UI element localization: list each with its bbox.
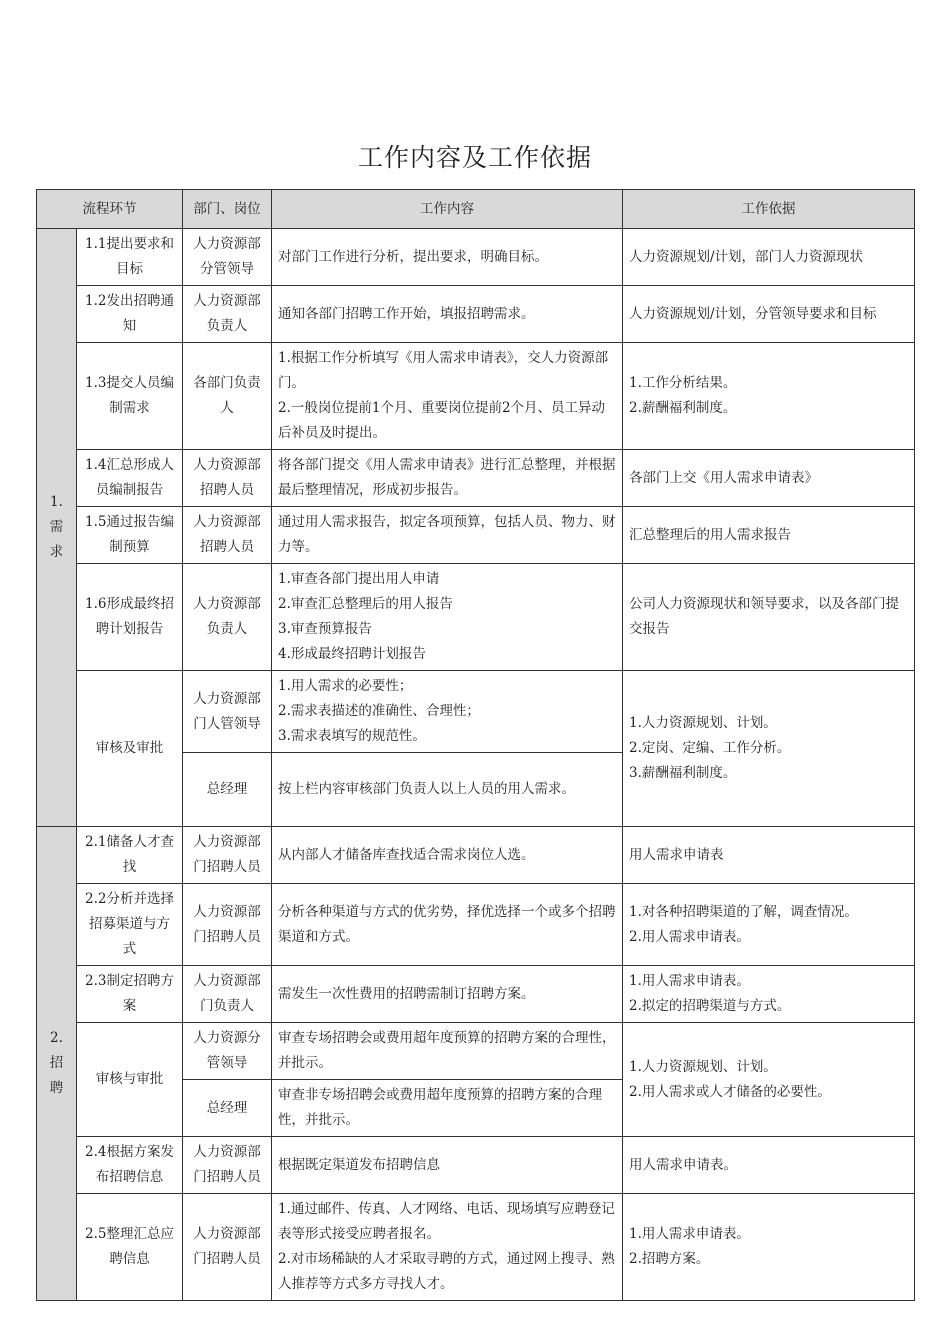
- basis-line: 1.用人需求申请表。: [629, 1226, 750, 1242]
- content-cell: [272, 564, 623, 671]
- step-cell: 审核与审批: [77, 1023, 183, 1137]
- content-cell: [272, 343, 623, 450]
- content-line: 4.形成最终招聘计划报告: [278, 646, 426, 662]
- header-process: 流程环节: [37, 190, 183, 229]
- basis-cell: 人力资源规划/计划，分管领导要求和目标: [623, 286, 915, 343]
- stage-cell: [37, 827, 77, 1301]
- table-row: [37, 564, 915, 671]
- basis-cell: 用人需求申请表: [623, 827, 915, 884]
- content-cell: 根据既定渠道发布招聘信息: [272, 1137, 623, 1194]
- content-line: 1.根据工作分析填写《用人需求申请表》，交人力资源部门。: [278, 350, 609, 391]
- dept-cell: 人力资源部门招聘人员: [183, 1194, 272, 1301]
- basis-line: 2.拟定的招聘渠道与方式。: [629, 998, 791, 1014]
- step-cell: 1.5通过报告编制预算: [77, 507, 183, 564]
- content-cell: 从内部人才储备库查找适合需求岗位人选。: [272, 827, 623, 884]
- step-cell: 1.4汇总形成人员编制报告: [77, 450, 183, 507]
- dept-cell: 人力资源部负责人: [183, 286, 272, 343]
- dept-cell: 人力资源部门招聘人员: [183, 884, 272, 966]
- content-line: 2.对市场稀缺的人才采取寻聘的方式，通过网上搜寻、熟人推荐等方式多方寻找人才。: [278, 1251, 615, 1292]
- basis-cell: [623, 1194, 915, 1301]
- table-row: [37, 1137, 915, 1194]
- stage-cell: [37, 229, 77, 827]
- content-cell: 通知各部门招聘工作开始，填报招聘需求。: [272, 286, 623, 343]
- work-table: [36, 189, 915, 1301]
- content-cell: 分析各种渠道与方式的优劣势，择优选择一个或多个招聘渠道和方式。: [272, 884, 623, 966]
- basis-cell: [623, 343, 915, 450]
- dept-cell: 人力资源分管领导: [183, 1023, 272, 1080]
- content-line: 1.通过邮件、传真、人才网络、电话、现场填写应聘登记表等形式接受应聘者报名。: [278, 1201, 615, 1242]
- basis-line: 1.人力资源规划、计划。: [629, 715, 777, 731]
- basis-line: 1.对各种招聘渠道的了解，调查情况。: [629, 903, 858, 920]
- step-cell: 1.2发出招聘通知: [77, 286, 183, 343]
- dept-cell: 总经理: [183, 1080, 272, 1137]
- content-cell: 将各部门提交《用人需求申请表》进行汇总整理，并根据最后整理情况，形成初步报告。: [272, 450, 623, 507]
- dept-cell: 总经理: [183, 753, 272, 827]
- table-row: [37, 884, 915, 966]
- table-row: [37, 450, 915, 507]
- step-cell: 2.4根据方案发布招聘信息: [77, 1137, 183, 1194]
- dept-cell: 人力资源部门招聘人员: [183, 827, 272, 884]
- content-cell: [272, 671, 623, 753]
- dept-cell: 人力资源部门负责人: [183, 966, 272, 1023]
- table-row: [37, 507, 915, 564]
- step-cell: 2.5整理汇总应聘信息: [77, 1194, 183, 1301]
- content-cell: 对部门工作进行分析，提出要求，明确目标。: [272, 229, 623, 286]
- content-cell: 通过用人需求报告，拟定各项预算，包括人员、物力、财力等。: [272, 507, 623, 564]
- table-row: [37, 671, 915, 753]
- basis-line: 2.定岗、定编、工作分析。: [629, 740, 791, 756]
- dept-cell: 人力资源部分管领导: [183, 229, 272, 286]
- content-line: 1.用人需求的必要性；: [278, 678, 413, 694]
- basis-line: 1.用人需求申请表。: [629, 973, 750, 989]
- basis-line: 1.人力资源规划、计划。: [629, 1058, 777, 1075]
- basis-cell: 人力资源规划/计划，部门人力资源现状: [623, 229, 915, 286]
- content-line: 2.审查汇总整理后的用人报告: [278, 596, 453, 612]
- basis-cell: 用人需求申请表。: [623, 1137, 915, 1194]
- content-cell: 审查专场招聘会或费用超年度预算的招聘方案的合理性，并批示。: [272, 1023, 623, 1080]
- basis-cell: 汇总整理后的用人需求报告: [623, 507, 915, 564]
- content-line: 2.需求表描述的准确性、合理性；: [278, 703, 480, 719]
- content-cell: [272, 1194, 623, 1301]
- content-line: 3.需求表填写的规范性。: [278, 728, 426, 744]
- step-cell: 1.1提出要求和目标: [77, 229, 183, 286]
- basis-cell: 公司人力资源现状和领导要求，以及各部门提交报告: [623, 564, 915, 671]
- basis-line: 2.薪酬福利制度。: [629, 400, 737, 416]
- page-title: 工作内容及工作依据: [357, 143, 592, 172]
- table-row: [37, 1194, 915, 1301]
- dept-cell: 人力资源部门人管领导: [183, 671, 272, 753]
- table-row: [37, 827, 915, 884]
- table-row: [37, 229, 915, 286]
- dept-cell: 人力资源部门招聘人员: [183, 1137, 272, 1194]
- stage-label: 2.招聘: [49, 1030, 64, 1096]
- table-row: [37, 343, 915, 450]
- stage-label: 1.需求: [49, 494, 64, 560]
- basis-cell: [623, 1023, 915, 1137]
- header-dept: 部门、岗位: [183, 190, 272, 229]
- content-cell: 审查非专场招聘会或费用超年度预算的招聘方案的合理性，并批示。: [272, 1080, 623, 1137]
- basis-line: 2.招聘方案。: [629, 1251, 710, 1267]
- basis-cell: [623, 884, 915, 966]
- dept-cell: 人力资源部负责人: [183, 564, 272, 671]
- step-cell: 2.3制定招聘方案: [77, 966, 183, 1023]
- content-line: 1.审查各部门提出用人申请: [278, 571, 440, 587]
- content-line: 2.一般岗位提前1个月、重要岗位提前2个月、员工异动后补员及时提出。: [278, 400, 606, 441]
- content-cell: 按上栏内容审核部门负责人以上人员的用人需求。: [272, 753, 623, 827]
- content-line: 3.审查预算报告: [278, 621, 372, 637]
- basis-line: 1.工作分析结果。: [629, 375, 737, 391]
- basis-cell: [623, 671, 915, 827]
- step-cell: 2.1储备人才查找: [77, 827, 183, 884]
- dept-cell: 各部门负责人: [183, 343, 272, 450]
- table-row: [37, 966, 915, 1023]
- dept-cell: 人力资源部招聘人员: [183, 450, 272, 507]
- basis-line: 2.用人需求申请表。: [629, 928, 750, 945]
- header-basis: 工作依据: [623, 190, 915, 229]
- step-cell: 审核及审批: [77, 671, 183, 827]
- header-content: 工作内容: [272, 190, 623, 229]
- basis-line: 2.用人需求或人才储备的必要性。: [629, 1083, 831, 1100]
- basis-cell: [623, 966, 915, 1023]
- step-cell: 1.6形成最终招聘计划报告: [77, 564, 183, 671]
- table-row: [37, 1023, 915, 1080]
- basis-line: 3.薪酬福利制度。: [629, 765, 737, 781]
- basis-cell: 各部门上交《用人需求申请表》: [623, 450, 915, 507]
- dept-cell: 人力资源部招聘人员: [183, 507, 272, 564]
- step-cell: 2.2分析并选择招募渠道与方式: [77, 884, 183, 966]
- step-cell: 1.3提交人员编制需求: [77, 343, 183, 450]
- content-cell: 需发生一次性费用的招聘需制订招聘方案。: [272, 966, 623, 1023]
- table-row: [37, 286, 915, 343]
- header-row: [37, 190, 915, 229]
